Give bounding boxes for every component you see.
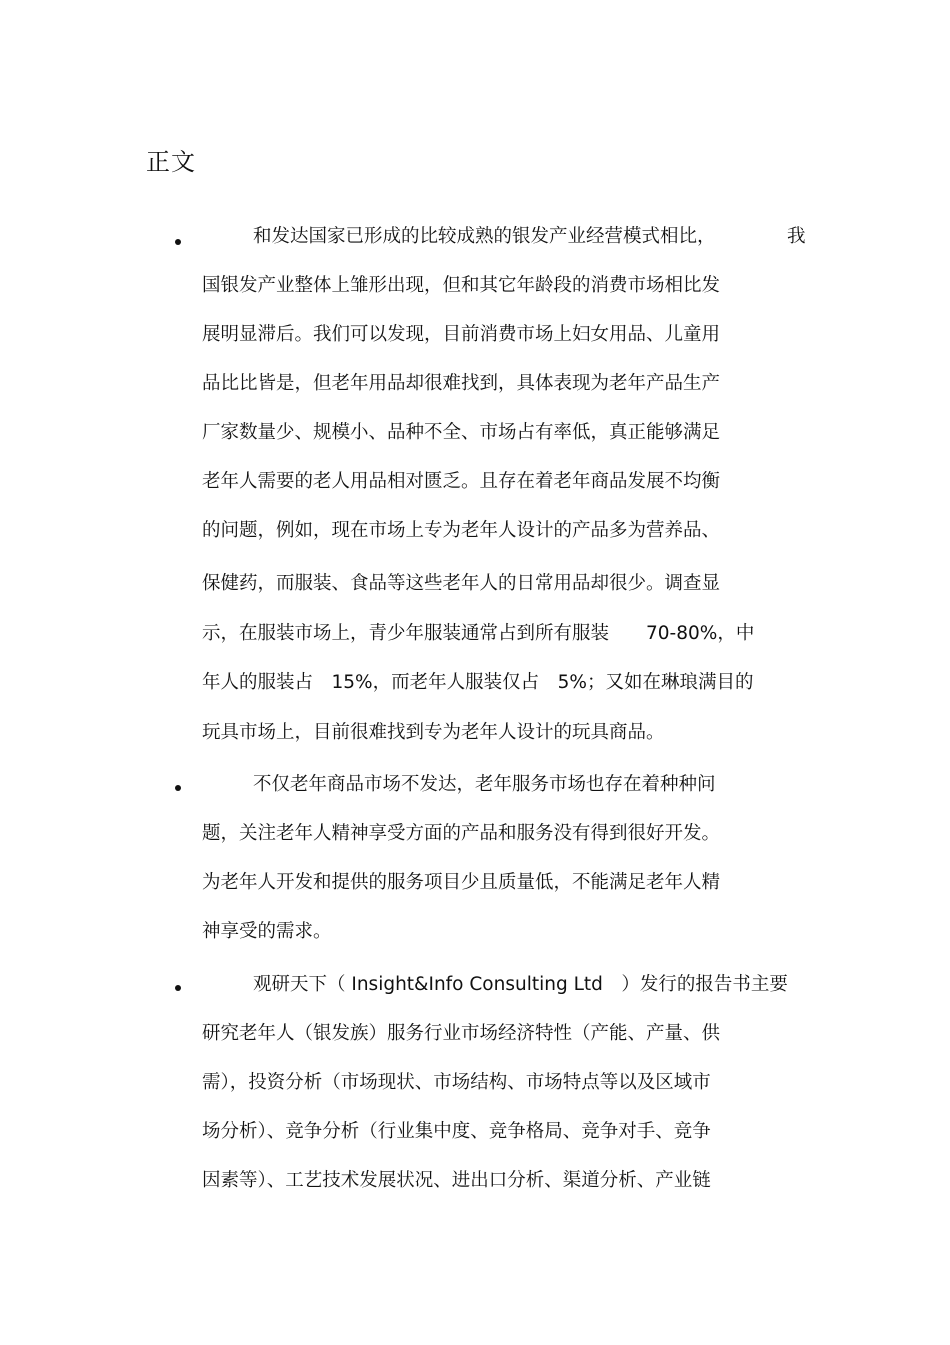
paragraph-line: 示，在服装市场上，青少年服装通常占到所有服装 70-80%，中 [202,623,755,644]
paragraph-line: 因素等）、工艺技术发展状况、进出口分析、渠道分析、产业链 [202,1170,711,1191]
paragraph-line: 的问题，例如，现在市场上专为老年人设计的产品多为营养品、 [202,520,721,541]
paragraph-line: 场分析）、竞争分析（行业集中度、竞争格局、竞争对手、竞争 [202,1121,711,1142]
paragraph-line: 玩具市场上，目前很难找到专为老年人设计的玩具商品。 [202,722,665,743]
page-heading: 正文 [146,148,196,176]
bullet-dot-icon [175,785,181,791]
paragraph-line: 神享受的需求。 [202,921,332,942]
paragraph-line: 厂家数量少、规模小、品种不全、市场占有率低，真正能够满足 [202,422,721,443]
paragraph-line: 为老年人开发和提供的服务项目少且质量低，不能满足老年人精 [202,872,721,893]
paragraph-line: 品比比皆是，但老年用品却很难找到，具体表现为老年产品生产 [202,373,721,394]
paragraph-line: 老年人需要的老人用品相对匮乏。且存在着老年商品发展不均衡 [202,471,721,492]
paragraph-line: 和发达国家已形成的比较成熟的银发产业经营模式相比， [253,226,716,247]
paragraph-line: 不仅老年商品市场不发达，老年服务市场也存在着种种问 [253,774,716,795]
paragraph-line: 国银发产业整体上雏形出现，但和其它年龄段的消费市场相比发 [202,275,721,296]
paragraph-line: 研究老年人（银发族）服务行业市场经济特性（产能、产量、供 [202,1023,721,1044]
paragraph-line-tail: 我 [787,226,806,247]
bullet-dot-icon [175,985,181,991]
paragraph-line: 需），投资分析（市场现状、市场结构、市场特点等以及区域市 [202,1072,711,1093]
bullet-dot-icon [175,239,181,245]
paragraph-line: 观研天下（ Insight&Info Consulting Ltd ）发行的报告书主要 [253,974,788,995]
paragraph-line: 题，关注老年人精神享受方面的产品和服务没有得到很好开发。 [202,823,721,844]
paragraph-line: 保健药，而服装、食品等这些老年人的日常用品却很少。调查显 [202,573,721,594]
paragraph-line: 年人的服装占 15%，而老年人服装仅占 5%；又如在琳琅满目的 [202,672,754,693]
paragraph-line: 展明显滞后。我们可以发现，目前消费市场上妇女用品、儿童用 [202,324,721,345]
